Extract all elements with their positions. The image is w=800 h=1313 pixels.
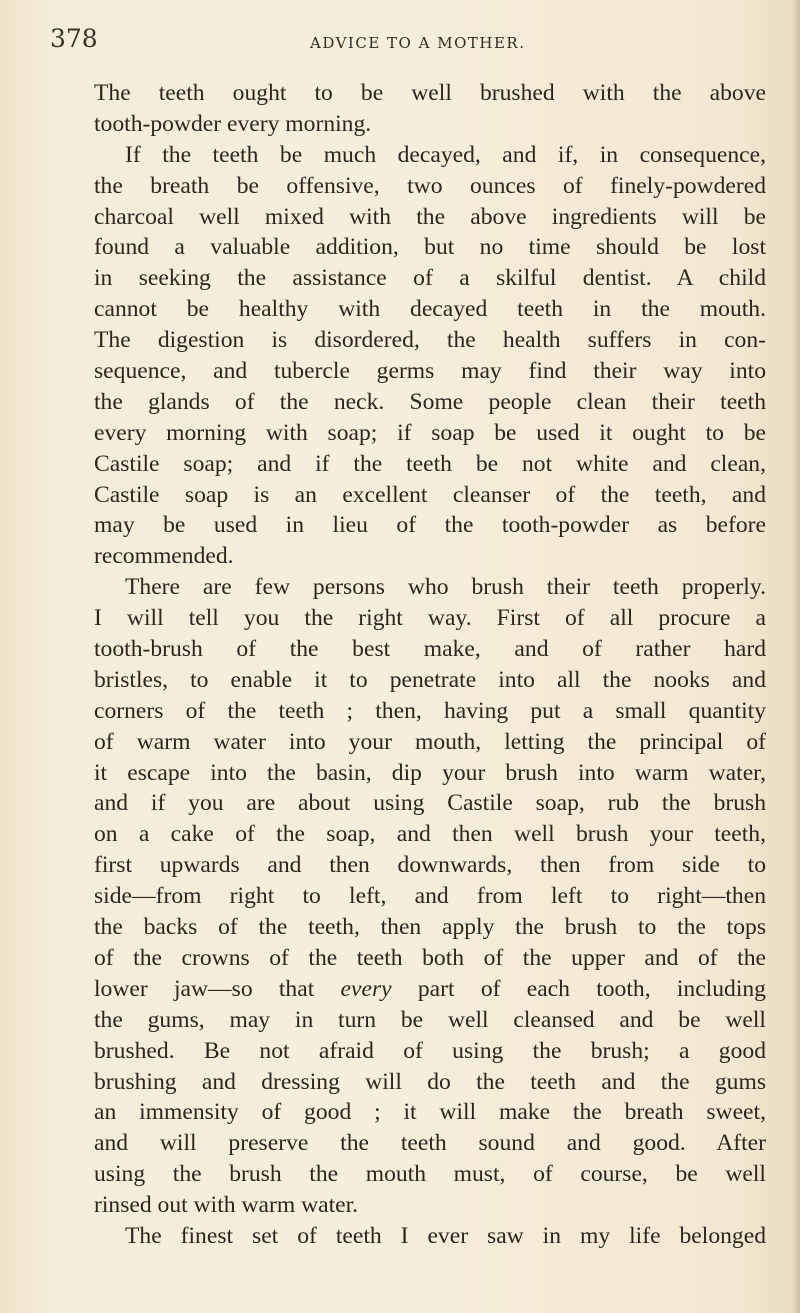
text-line: the gums, may in turn be well cleansed and be well	[94, 1006, 766, 1033]
text-line: If the teeth be much decayed, and if, in consequence,	[125, 141, 766, 168]
text-line: the glands of the neck. Some people clean their teeth	[94, 388, 766, 415]
running-head: ADVICE TO A MOTHER.	[310, 34, 526, 52]
text-line: rinsed out with warm water.	[94, 1192, 359, 1219]
text-line: cannot be healthy with decayed teeth in the mouth.	[94, 296, 766, 323]
text-line: and if you are about using Castile soap, rub the brush	[94, 790, 766, 817]
text-line: The teeth ought to be well brushed with the above	[94, 80, 766, 106]
page-number: 378	[50, 24, 98, 53]
text-line: may be used in lieu of the tooth-powder as before	[94, 512, 766, 539]
text-line: of warm water into your mouth, letting the principal of	[94, 728, 766, 755]
text-line: the breath be offensive, two ounces of finely-powdered	[94, 172, 766, 199]
text-line: first upwards and then downwards, then from side to	[94, 852, 766, 879]
text-line: of the crowns of the teeth both of the upper and of the	[94, 944, 766, 971]
text-line: side—from right to left, and from left to right—then	[94, 883, 766, 910]
text-line: using the brush the mouth must, of course, be well	[94, 1161, 766, 1188]
emphasized-word: every	[340, 975, 392, 1002]
text-line: The digestion is disordered, the health suffers in con-	[94, 327, 766, 354]
text-line: it escape into the basin, dip your brush into warm water,	[94, 759, 766, 786]
text-line: every morning with soap; if soap be used it ought to be	[94, 419, 766, 446]
text-line: the backs of the teeth, then apply the brush to the tops	[94, 914, 766, 941]
text-line: The finest set of teeth I ever saw in my life belonged	[125, 1222, 766, 1249]
text-line: recommended.	[94, 543, 234, 570]
body-text	[94, 78, 766, 1252]
text-line: tooth-brush of the best make, and of rather hard	[94, 636, 766, 663]
text-line: charcoal well mixed with the above ingredients will be	[94, 203, 766, 230]
text-line-with-emphasis	[94, 974, 766, 1005]
text-line: I will tell you the right way. First of all procure a	[94, 605, 766, 632]
text-line: an immensity of good ; it will make the breath sweet,	[94, 1099, 766, 1126]
text-line: tooth-powder every morning.	[94, 110, 372, 137]
page-header	[50, 22, 770, 62]
text-fragment: part of each tooth, including	[417, 975, 766, 1002]
text-line: brushed. Be not afraid of using the brush; a good	[94, 1037, 766, 1064]
text-line: bristles, to enable it to penetrate into all the nooks and	[94, 666, 766, 693]
text-line: brushing and dressing will do the teeth and the gums	[94, 1068, 766, 1095]
text-line: There are few persons who brush their teeth properly.	[125, 574, 766, 601]
page-edge-shadow	[792, 0, 800, 1313]
text-line: sequence, and tubercle germs may find their way into	[94, 358, 766, 385]
text-line: on a cake of the soap, and then well brush your teeth,	[94, 821, 766, 848]
text-line: and will preserve the teeth sound and good. After	[94, 1130, 766, 1157]
text-line: found a valuable addition, but no time should be lost	[94, 234, 766, 261]
text-line: corners of the teeth ; then, having put a small quantity	[94, 697, 766, 724]
text-fragment: lower jaw—so that	[94, 975, 315, 1002]
text-line: Castile soap is an excellent cleanser of the teeth, and	[94, 481, 766, 508]
text-line: in seeking the assistance of a skilful dentist. A child	[94, 265, 766, 292]
text-line: Castile soap; and if the teeth be not white and clean,	[94, 450, 766, 477]
